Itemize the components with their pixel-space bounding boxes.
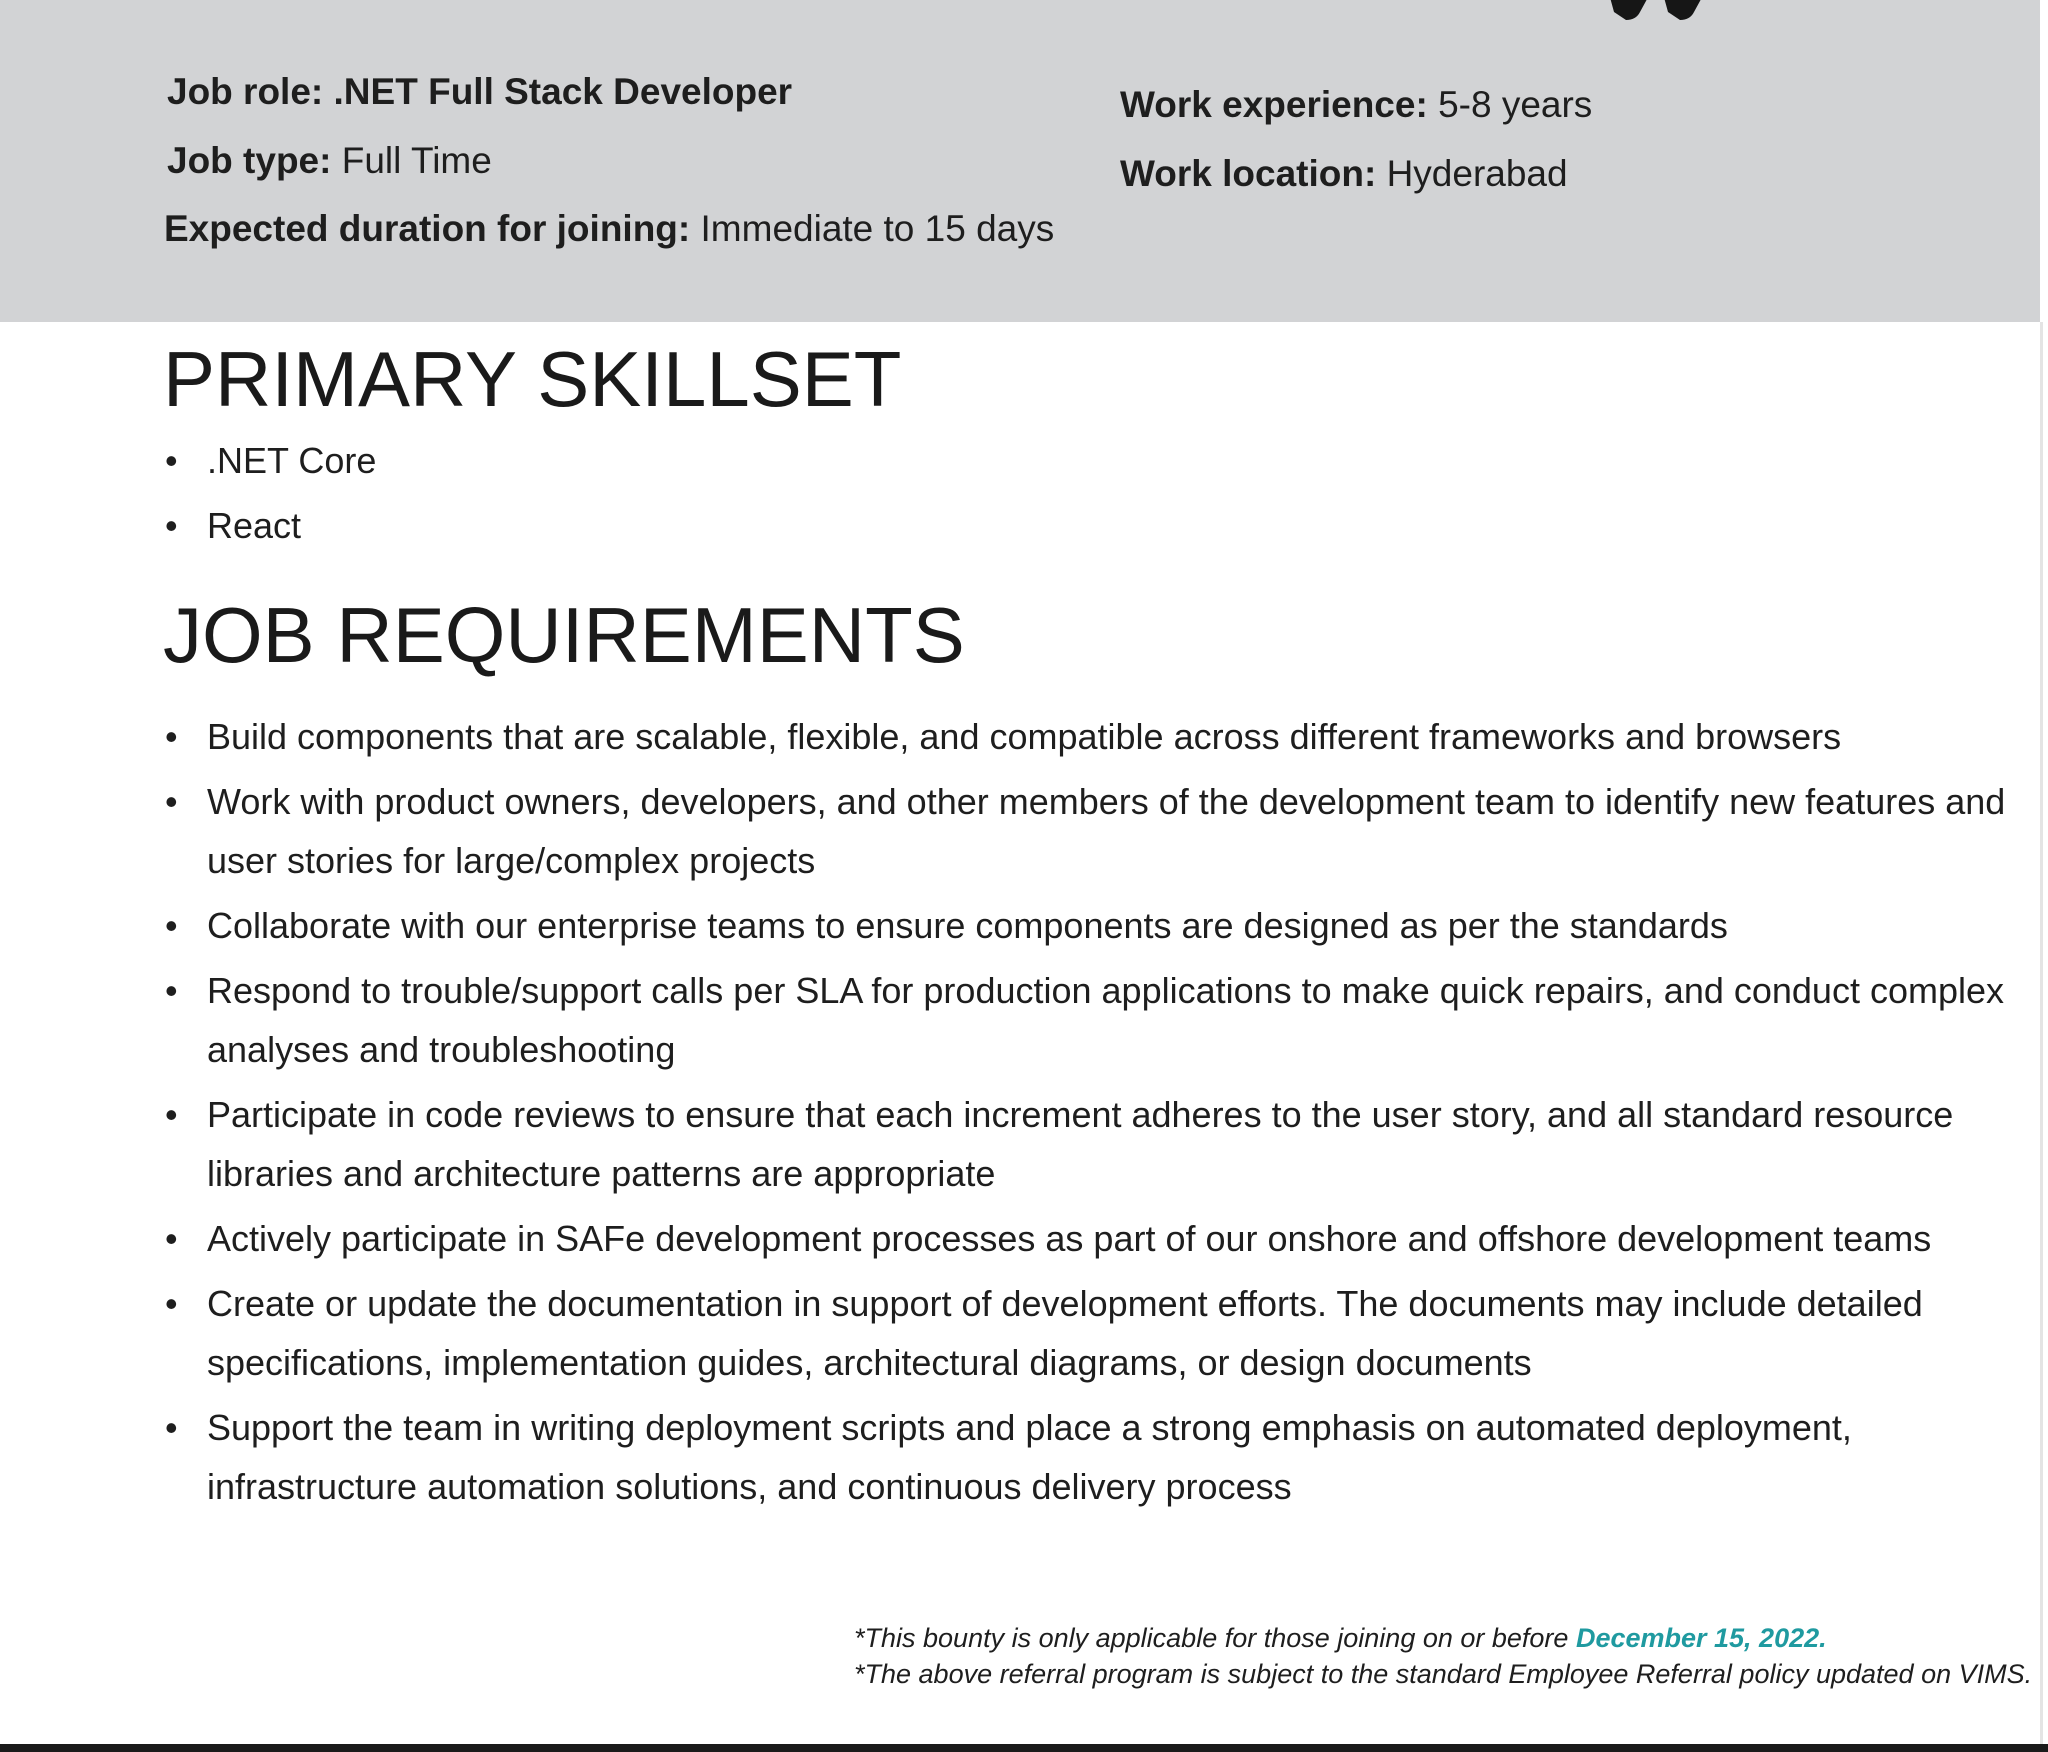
list-item: • Participate in code reviews to ensure that each increment adheres to the user story, and all standard resource libraries and architecture patterns are appropriate [163, 1085, 2023, 1203]
job-role-label: Job role: [167, 71, 324, 112]
joining-duration-line [164, 207, 1054, 251]
bounty-footnote: *This bounty is only applicable for those joining on or before December 15, 2022. [854, 1623, 1827, 1653]
job-type-line [167, 139, 492, 183]
work-location-value: Hyderabad [1386, 153, 1568, 194]
job-requirements-heading: JOB REQUIREMENTS [163, 591, 965, 679]
list-item: • Respond to trouble/support calls per SLA for production applications to make quick repairs, and conduct complex analyses and troubleshooting [163, 961, 2023, 1079]
list-item: • Actively participate in SAFe development processes as part of our onshore and offshore development teams [163, 1209, 2023, 1268]
list-item: • Create or update the documentation in support of development efforts. The documents may include detailed specifications, implementation guides, architectural diagrams, or design documents [163, 1274, 2023, 1392]
footnotes [854, 1620, 2032, 1692]
list-item: • Collaborate with our enterprise teams to ensure components are designed as per the standards [163, 896, 2023, 955]
list-item: • React [163, 503, 2023, 549]
job-details-header [0, 0, 2040, 322]
list-item: • Work with product owners, developers, and other members of the development team to identify new features and user stories for large/complex projects [163, 772, 2023, 890]
bullet-icon: • [165, 716, 178, 757]
bullet-icon: • [165, 781, 178, 822]
list-item: • Support the team in writing deployment scripts and place a strong emphasis on automated deployment, infrastructure automation solutions, and continuous delivery process [163, 1398, 2023, 1516]
bounty-deadline-date: December 15, 2022. [1575, 1623, 1827, 1653]
bullet-icon: • [165, 1094, 178, 1135]
work-experience-line [1120, 83, 1592, 127]
job-type-value: Full Time [341, 140, 492, 181]
bullet-icon: • [165, 505, 178, 546]
bullet-icon: • [165, 1407, 178, 1448]
bullet-icon: • [165, 1283, 178, 1324]
primary-skillset-list [163, 438, 2023, 568]
bullet-icon: • [165, 970, 178, 1011]
joining-duration-value: Immediate to 15 days [700, 208, 1055, 249]
work-experience-value: 5-8 years [1438, 84, 1593, 125]
bullet-icon: • [165, 905, 178, 946]
job-role-value: .NET Full Stack Developer [333, 71, 793, 112]
page-edge-right [2040, 322, 2043, 1752]
referral-policy-footnote: *The above referral program is subject to the standard Employee Referral policy updated on VIMS. [854, 1659, 2033, 1689]
job-requirements-list [163, 707, 2023, 1522]
page-edge-bottom [0, 1744, 2048, 1752]
primary-skillset-heading: PRIMARY SKILLSET [163, 335, 902, 423]
work-location-line [1120, 152, 1568, 196]
job-role-line [167, 70, 792, 114]
bullet-icon: • [165, 1218, 178, 1259]
work-experience-label: Work experience: [1120, 84, 1428, 125]
work-location-label: Work location: [1120, 153, 1377, 194]
list-item: • .NET Core [163, 438, 2023, 484]
job-type-label: Job type: [167, 140, 332, 181]
list-item: • Build components that are scalable, flexible, and compatible across different frameworks and browsers [163, 707, 2023, 766]
joining-duration-label: Expected duration for joining: [164, 208, 691, 249]
quote-mark-icon [1600, 0, 1730, 26]
bullet-icon: • [165, 440, 178, 481]
